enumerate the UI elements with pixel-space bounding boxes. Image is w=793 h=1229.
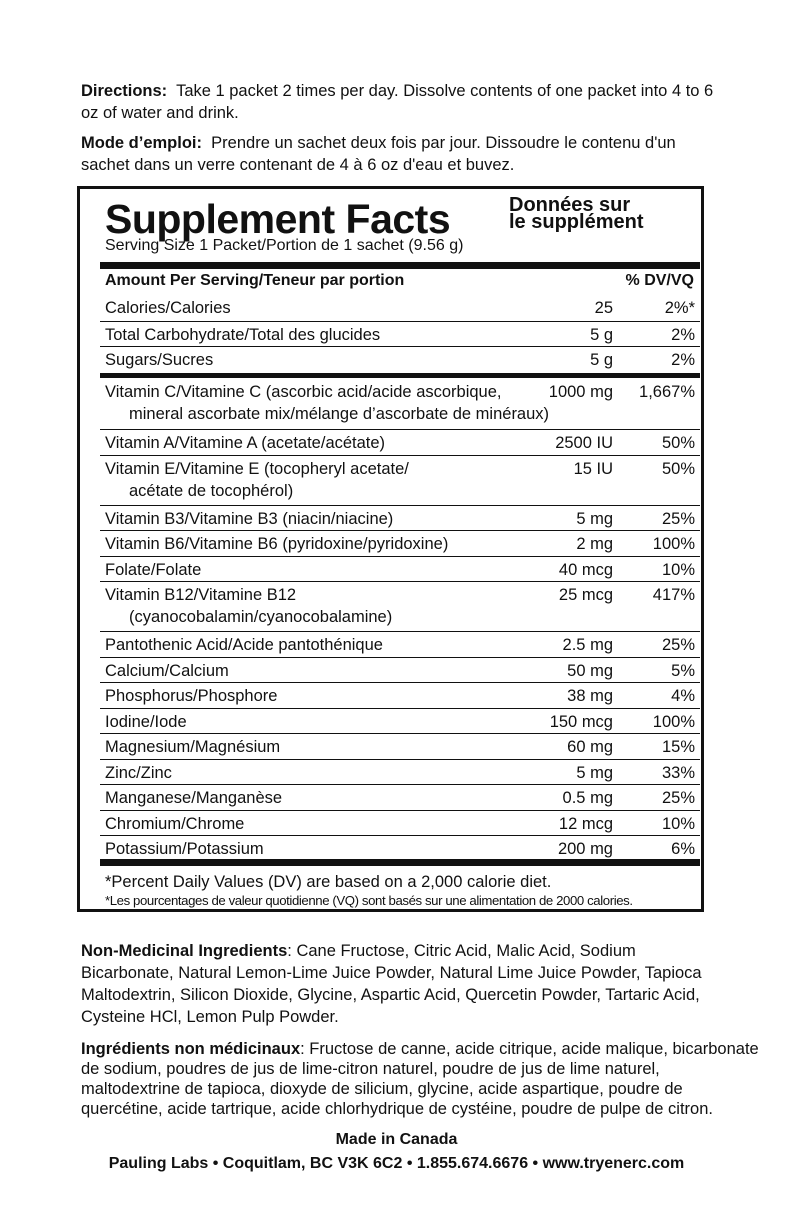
- nutrient-amount: 1000 mg: [548, 383, 613, 401]
- nutrient-name: Pantothenic Acid/Acide pantothénique: [105, 636, 383, 654]
- nutrient-dv: 15%: [661, 738, 695, 756]
- nutrient-row: [100, 708, 700, 734]
- macro-rows: [100, 295, 700, 372]
- nutrient-amount: 5 mg: [576, 763, 613, 782]
- nutrient-amount: 15 IU: [573, 459, 613, 478]
- nutrient-amount: 5 g: [590, 351, 613, 369]
- nutrient-name: Potassium/Potassium: [105, 840, 264, 858]
- nutrient-name: Total Carbohydrate/Total des glucides: [105, 325, 381, 344]
- mode-emploi-text: Prendre un sachet deux fois par jour. Dissoudre le contenu d'un sachet dans un verre contenant de 4 à 6 oz d'eau et buvez.: [81, 134, 676, 174]
- nutrient-dv: 33%: [661, 763, 695, 782]
- nutrient-dv: 25%: [661, 509, 695, 528]
- supplement-facts-title: Supplement Facts: [105, 196, 451, 242]
- nutrient-row: [100, 556, 700, 582]
- nutrient-name-continued: (cyanocobalamin/cyanocobalamine): [129, 608, 393, 626]
- directions-fr: [81, 132, 721, 176]
- nutrient-name: Zinc/Zinc: [105, 763, 172, 782]
- nutrient-amount: 5 mg: [576, 509, 613, 528]
- nutrient-row: [100, 657, 700, 683]
- nutrient-row: [100, 581, 700, 631]
- nutrient-name: Manganese/Manganèse: [105, 789, 283, 807]
- nutrient-row: [100, 784, 700, 810]
- nutrient-row: [100, 429, 700, 455]
- nutrient-row: [100, 379, 700, 429]
- nutrient-dv: 100%: [652, 712, 695, 731]
- nutrient-name: Folate/Folate: [105, 560, 202, 579]
- nutrient-amount: 5 g: [590, 325, 613, 344]
- supplement-facts-title-fr: [509, 194, 644, 233]
- directions-text: Take 1 packet 2 times per day. Dissolve contents of one packet into 4 to 6 oz of water and drink.: [81, 82, 714, 122]
- nutrient-amount: 25 mcg: [558, 586, 613, 604]
- ingredients-en: [81, 940, 731, 1028]
- ingredients-fr-text: : Fructose de canne, acide citrique, acide malique, bicarbonate de sodium, poudres de jus de lime-citron naturel, poudre de jus de lime naturel, maltodextrine de tapioca, dioxyde de silicium, glycine, acide aspartique, poudre de quercétine, acide tartrique, acide chlorhydrique de cystéine, poudre de pulpe de citron.: [81, 1040, 759, 1118]
- title-fr-line1: Données sur: [509, 194, 631, 216]
- nutrient-amount: 200 mg: [557, 840, 613, 858]
- nutrient-name: Phosphorus/Phosphore: [105, 687, 278, 705]
- nutrient-row: [100, 295, 700, 321]
- nutrient-name: Calcium/Calcium: [105, 661, 229, 680]
- nutrient-row: [100, 505, 700, 531]
- supplement-facts-panel: [77, 186, 704, 912]
- nutrient-dv: 25%: [661, 789, 695, 807]
- nutrient-name: Sugars/Sucres: [105, 351, 214, 369]
- serving-size: Serving Size 1 Packet/Portion de 1 sachet (9.56 g): [105, 237, 464, 254]
- nutrient-dv: 50%: [661, 434, 695, 452]
- ingredients-en-text: : Cane Fructose, Citric Acid, Malic Acid, Sodium Bicarbonate, Natural Lemon-Lime Juice Powder, Natural Lime Juice Powder, Tapioca Maltodextrin, Silicon Dioxide, Glycine, Aspartic Acid, Quercetin Powder, Tartaric Acid, Cysteine HCl, Lemon Pulp Powder.: [81, 942, 702, 1026]
- nutrient-amount: 2 mg: [576, 535, 613, 553]
- nutrient-amount: 150 mcg: [549, 712, 613, 731]
- nutrient-name: Vitamin B12/Vitamine B12: [105, 586, 297, 604]
- nutrient-amount: 40 mcg: [558, 560, 613, 579]
- nutrient-dv: 25%: [661, 636, 695, 654]
- nutrient-row: [100, 835, 700, 861]
- nutrient-amount: 25: [594, 299, 613, 317]
- nutrient-name: Iodine/Iode: [105, 712, 187, 731]
- nutrient-dv: 5%: [671, 661, 695, 680]
- thick-divider-middle: [100, 373, 700, 378]
- mode-emploi-label: Mode d’emploi:: [81, 134, 202, 152]
- made-in-canada: Made in Canada: [335, 1131, 458, 1148]
- manufacturer-contact: Pauling Labs • Coquitlam, BC V3K 6C2 • 1.855.674.6676 • www.tryenerc.com: [108, 1155, 685, 1172]
- nutrient-dv: 10%: [661, 560, 695, 579]
- footnote-fr: *Les pourcentages de valeur quotidienne (VQ) sont basés sur une alimentation de 2000 calories.: [105, 893, 633, 908]
- nutrient-dv: 417%: [652, 586, 695, 604]
- nutrient-name: Vitamin C/Vitamine C (ascorbic acid/acide ascorbique,: [105, 383, 502, 401]
- nutrient-row: [100, 455, 700, 505]
- directions-label: Directions:: [81, 82, 168, 100]
- title-fr-line2: le supplément: [509, 211, 644, 233]
- nutrient-row: [100, 682, 700, 708]
- nutrient-name: Vitamin E/Vitamine E (tocopheryl acetate/: [105, 459, 409, 478]
- amount-per-serving-header: [105, 272, 694, 294]
- nutrient-dv: 10%: [661, 814, 695, 833]
- nutrient-name: Vitamin B3/Vitamine B3 (niacin/niacine): [105, 509, 394, 528]
- nutrient-name: Magnesium/Magnésium: [105, 738, 281, 756]
- nutrient-row: [100, 346, 700, 372]
- ingredients-en-label: Non-Medicinal Ingredients: [81, 942, 288, 960]
- nutrient-amount: 38 mg: [567, 687, 613, 705]
- nutrient-name-continued: acétate de tocophérol): [129, 481, 294, 500]
- nutrient-name-continued: mineral ascorbate mix/mélange d’ascorbate de minéraux): [129, 405, 550, 423]
- nutrient-amount: 2500 IU: [555, 434, 613, 452]
- nutrient-dv: 50%: [661, 459, 695, 478]
- nutrient-row: [100, 759, 700, 785]
- nutrient-row: [100, 321, 700, 347]
- ingredients-fr: [81, 1039, 761, 1119]
- nutrient-row: [100, 530, 700, 556]
- thick-divider-bottom: [100, 859, 700, 866]
- nutrient-amount: 60 mg: [567, 738, 613, 756]
- header-amount-label: Amount Per Serving/Teneur par portion: [105, 272, 405, 289]
- nutrient-amount: 12 mcg: [558, 814, 613, 833]
- nutrient-row: [100, 810, 700, 836]
- nutrient-dv: 2%: [671, 325, 695, 344]
- nutrient-row: [100, 631, 700, 657]
- nutrient-name: Vitamin B6/Vitamine B6 (pyridoxine/pyridoxine): [105, 535, 449, 553]
- header-dv-label: % DV/VQ: [625, 272, 694, 289]
- nutrient-dv: 4%: [671, 687, 695, 705]
- nutrient-amount: 50 mg: [567, 661, 613, 680]
- nutrient-name: Chromium/Chrome: [105, 814, 245, 833]
- nutrient-name: Vitamin A/Vitamine A (acetate/acétate): [105, 434, 386, 452]
- nutrient-row: [100, 733, 700, 759]
- nutrient-dv: 2%*: [664, 299, 695, 317]
- nutrient-rows: [100, 379, 700, 861]
- nutrient-name: Calories/Calories: [105, 299, 231, 317]
- nutrient-dv: 1,667%: [639, 383, 695, 401]
- nutrient-dv: 6%: [671, 840, 695, 858]
- nutrient-dv: 2%: [671, 351, 695, 369]
- nutrient-amount: 0.5 mg: [562, 789, 613, 807]
- directions-en: [81, 80, 721, 124]
- ingredients-fr-label: Ingrédients non médicinaux: [81, 1040, 301, 1058]
- footnote-en: *Percent Daily Values (DV) are based on a 2,000 calorie diet.: [105, 873, 552, 891]
- thick-divider-top: [100, 262, 700, 269]
- nutrient-dv: 100%: [652, 535, 695, 553]
- nutrient-amount: 2.5 mg: [562, 636, 613, 654]
